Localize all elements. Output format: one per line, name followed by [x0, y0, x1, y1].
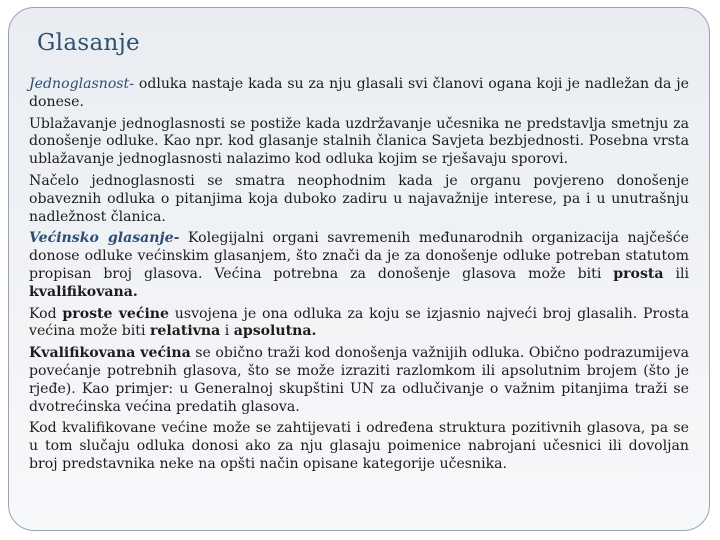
- bold-kvalifikovana: kvalifikovana.: [29, 283, 138, 300]
- paragraph-text: Kolegijalni organi savremenih međunarodnih organizacija najčešće donose odluke većinskim glasanjem, što znači da je za donošenje odluke potreban statutom propisan broj glasova. Većina potrebna za donošenje glasova može biti: [29, 230, 689, 282]
- paragraph-jednoglasnost: [29, 76, 689, 112]
- slide-frame: [8, 7, 710, 531]
- bold-prosta: prosta: [613, 265, 664, 282]
- paragraph-kvalifikovana-vecina: [29, 345, 689, 416]
- paragraph-text: usvojena je ona odluka za koju se izjasnio najveći broj glasalih. Prosta većina može biti: [29, 305, 689, 340]
- paragraph-prosta-vecina: [29, 306, 689, 342]
- paragraph-text: Ublažavanje jednoglasnosti se postiže kada uzdržavanje učesnika ne predstavlja smetnju za donošenje odluke. Kao npr. kod glasanje stalnih članica Savjeta bezbjednosti. Posebna vrsta ublažavanje jednoglasnosti nalazimo kod odluka kojim se rješavaju sporovi.: [29, 115, 689, 168]
- bold-apsolutna: apsolutna.: [233, 323, 317, 340]
- paragraph-nacelo: [29, 173, 689, 226]
- paragraph-text: Kod kvalifikovane većine može se zahtijevati i određena struktura pozitivnih glasova, pa se u tom slučaju odluka donosi ako za nju glasaju poimenice nabrojani učesnici ili dovoljan broj predstavnika neke na opšti način opisane kategorije učesnika.: [29, 420, 689, 472]
- slide-body: [29, 76, 689, 478]
- paragraph-text: odluka nastaje kada su za nju glasali svi članovi ogana koji je nadležan da je donese.: [29, 76, 689, 110]
- paragraph-text: Načelo jednoglasnosti se smatra neophodnim kada je organu povjereno donošenje obaveznih odluka o pitanjima koja duboko zadiru u najavažnije interese, pa i u unutrašnju nadležnost članica.: [29, 172, 689, 225]
- paragraph-text: i: [220, 323, 234, 340]
- paragraph-ublazavanje: [29, 116, 689, 169]
- term-vecinsko-glasanje: Većinsko glasanje-: [29, 230, 180, 247]
- term-jednoglasnost: Jednoglasnost-: [29, 76, 134, 92]
- bold-kvalifikovana-vecina: Kvalifikovana većina: [29, 345, 191, 362]
- paragraph-text: Kod: [29, 305, 63, 322]
- bold-proste-vecine: proste većine: [62, 305, 170, 322]
- paragraph-struktura-glasova: [29, 420, 689, 473]
- paragraph-vecinsko: [29, 230, 689, 301]
- paragraph-text: ili: [663, 265, 689, 282]
- slide-title: Glasanje: [37, 30, 140, 56]
- paragraph-text: se obično traži kod donošenja važnijih odluka. Obično podrazumijeva povećanje potrebnih glasova, što se može izraziti razlomkom ili apsolutnim brojem (što je rjeđe). Kao primjer: u Generalnoj skupštini UN za odlučivanje o važnim pitanjima traži se dvotrećinska većina predatih glasova.: [29, 345, 689, 415]
- bold-relativna: relativna: [149, 323, 221, 340]
